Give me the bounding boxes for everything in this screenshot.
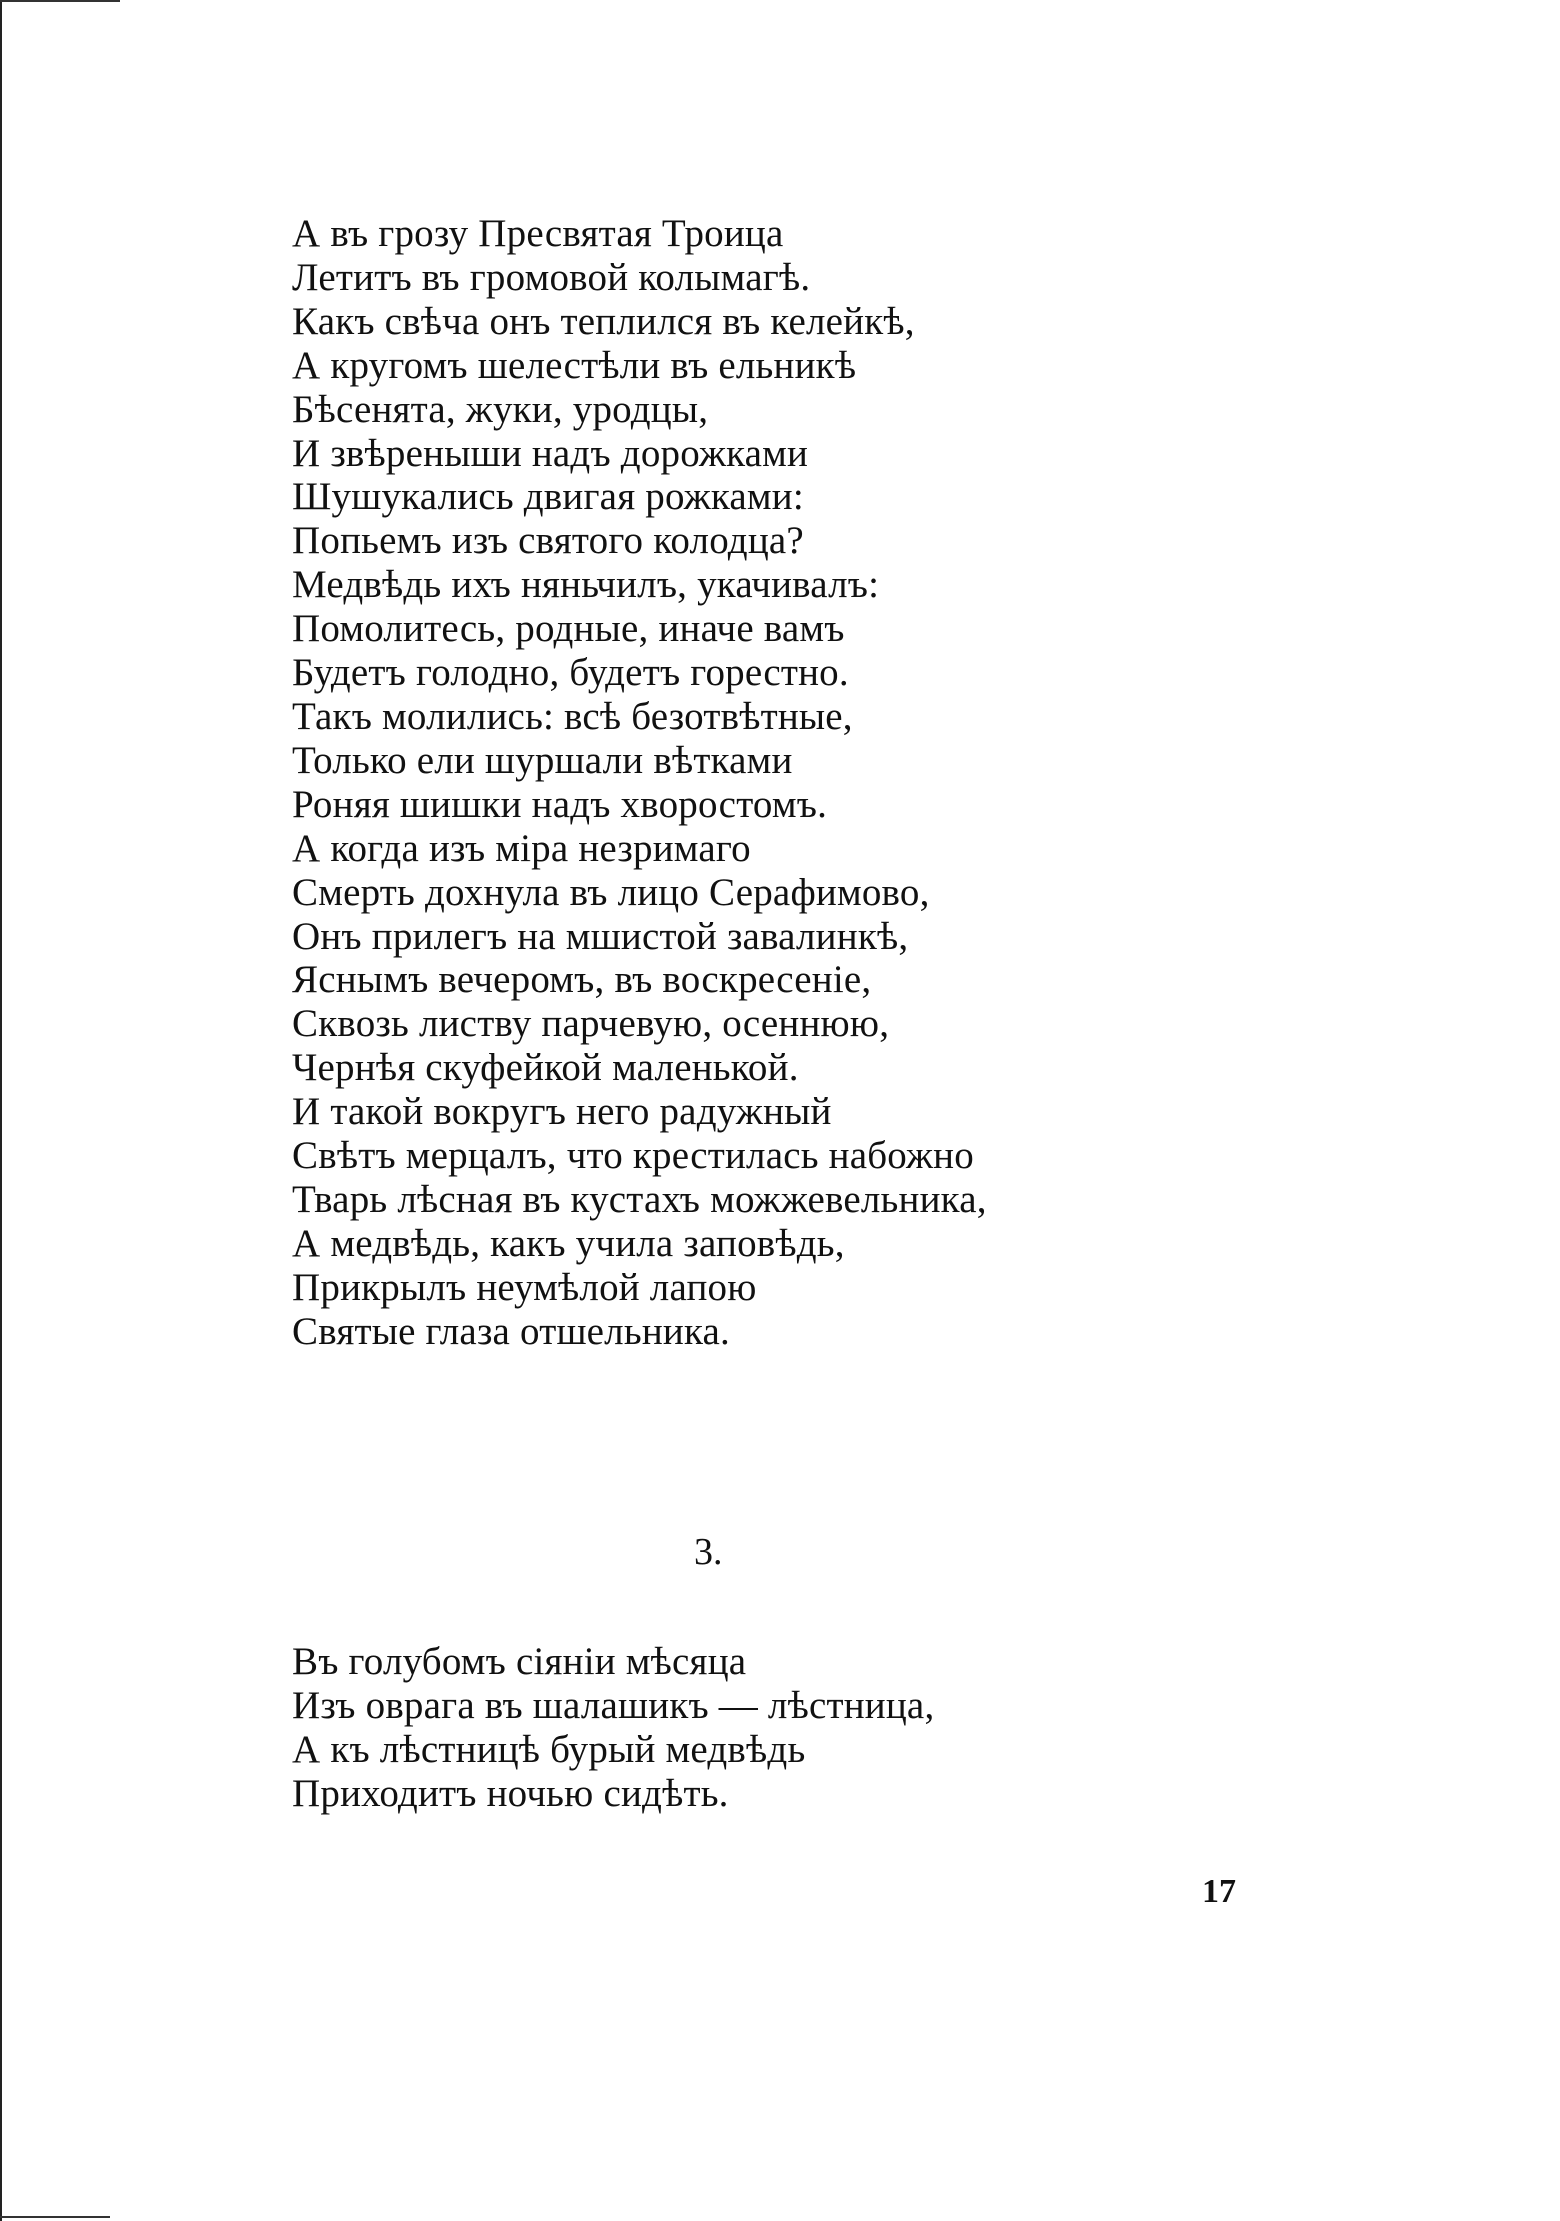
poem-line: Смерть дохнула въ лицо Серафимово,	[292, 870, 930, 914]
poem-line: Святые глаза отшельника.	[292, 1309, 730, 1353]
poem-line: Яснымъ вечеромъ, въ воскресеніе,	[292, 958, 872, 1002]
poem-line: А къ лѣстницѣ бурый медвѣдь	[292, 1727, 806, 1771]
poem-line: Изъ оврага въ шалашикъ — лѣстница,	[292, 1683, 935, 1727]
poem-line: Прикрылъ неумѣлой лапою	[292, 1265, 757, 1309]
poem-line: Приходитъ ночью сидѣть.	[292, 1771, 729, 1815]
poem-line: Чернѣя скуфейкой маленькой.	[292, 1046, 799, 1090]
poem-line: И звѣреныши надъ дорожками	[292, 431, 809, 475]
poem-line: Какъ свѣча онъ теплился въ келейкѣ,	[292, 299, 915, 343]
poem-line: Медвѣдь ихъ няньчилъ, укачивалъ:	[292, 563, 880, 607]
poem-line: Тварь лѣсная въ кустахъ можжевельника,	[292, 1177, 987, 1221]
poem-line: Будетъ голодно, будетъ горестно.	[292, 651, 849, 695]
poem-stanza-one	[292, 212, 1192, 1354]
poem-line: Шушукались двигая рожками:	[292, 475, 804, 519]
poem-line: И такой вокругъ него радужный	[292, 1090, 832, 1134]
poem-line: Роняя шишки надъ хворостомъ.	[292, 782, 828, 826]
poem-line: Сквозь листву парчевую, осеннюю,	[292, 1002, 890, 1046]
scan-edge-bottom	[0, 2216, 110, 2218]
poem-line: А медвѣдь, какъ учила заповѣдь,	[292, 1221, 845, 1265]
poem-line: Бѣсенята, жуки, уродцы,	[292, 387, 709, 431]
poem-line: Онъ прилегъ на мшистой завалинкѣ,	[292, 914, 909, 958]
poem-line: А когда изъ міра незримаго	[292, 826, 751, 870]
poem-line: Свѣтъ мерцалъ, что крестилась набожно	[292, 1134, 974, 1178]
poem-line: Попьемъ изъ святого колодца?	[292, 519, 804, 563]
poem-line: Такъ молились: всѣ безотвѣтные,	[292, 694, 853, 738]
section-number: 3.	[694, 1531, 723, 1573]
poem-line: Летитъ въ громовой колымагѣ.	[292, 255, 811, 299]
poem-line: Только ели шуршали вѣтками	[292, 738, 793, 782]
page-number: 17	[1202, 1873, 1236, 1910]
scan-edge-left	[0, 0, 2, 2221]
poem-line: А кругомъ шелестѣли въ ельникѣ	[292, 343, 857, 387]
poem-line: А въ грозу Пресвятая Троица	[292, 212, 784, 255]
poem-line: Въ голубомъ сіяніи мѣсяца	[292, 1640, 747, 1683]
poem-stanza-two	[292, 1640, 1192, 1816]
poem-line: Помолитесь, родные, иначе вамъ	[292, 607, 845, 651]
scan-edge-top	[0, 0, 120, 2]
